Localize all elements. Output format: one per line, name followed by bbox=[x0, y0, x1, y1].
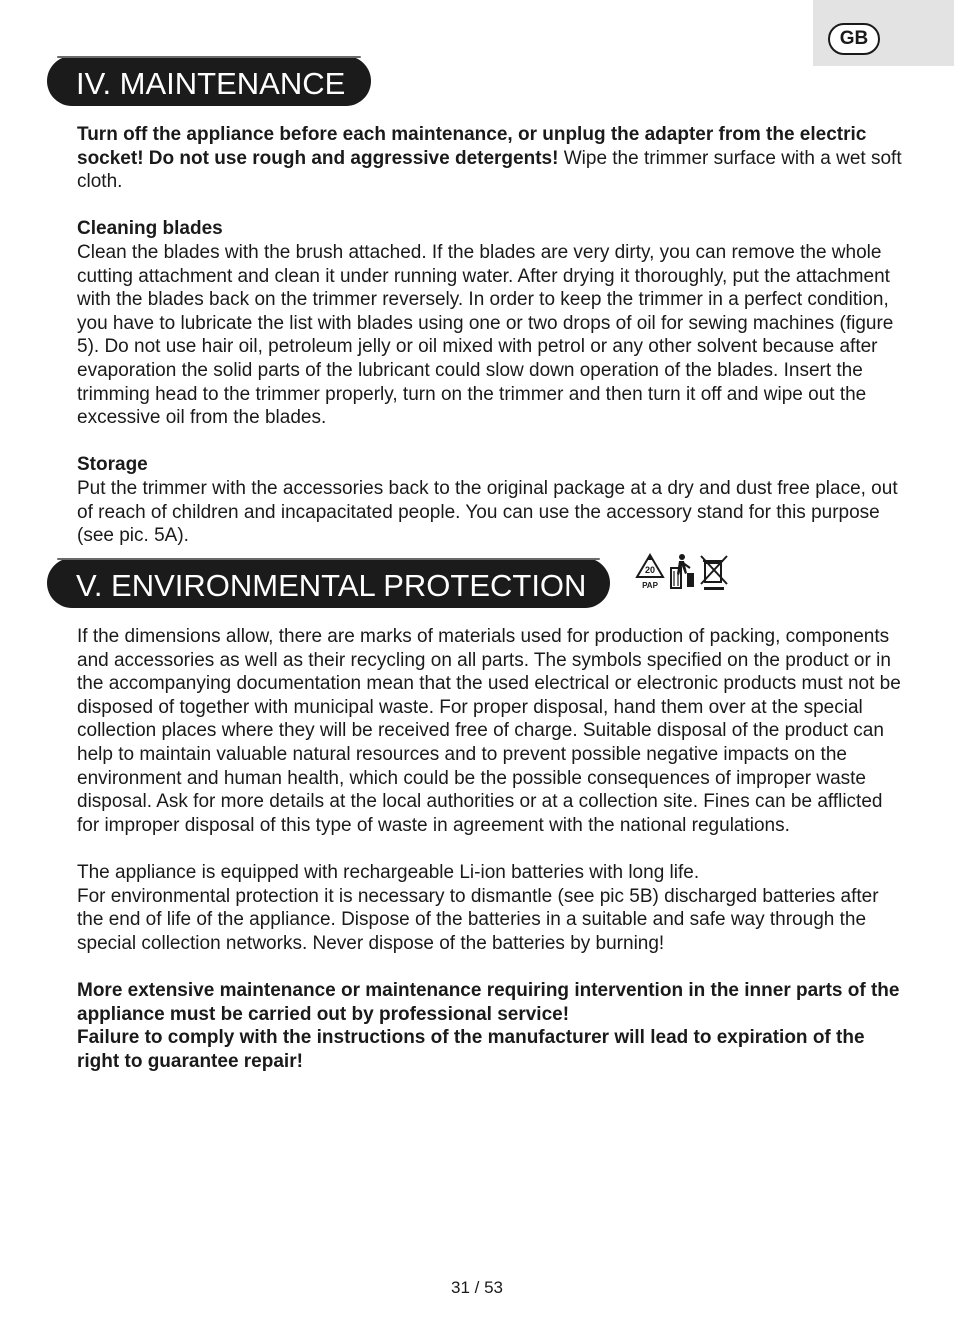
recycling-pap-icon bbox=[637, 555, 663, 590]
recycling-label: PAP bbox=[642, 581, 658, 590]
language-badge: GB bbox=[828, 23, 880, 55]
cleaning-blades-heading: Cleaning blades bbox=[77, 218, 223, 240]
maintenance-body bbox=[77, 123, 907, 548]
crossed-bin-icon bbox=[701, 556, 727, 590]
maintenance-intro-warning: Turn off the appliance before each maintenance, or unplug the adapter from the electric socket! Do not use rough and aggressive detergents! bbox=[77, 124, 867, 169]
environmental-icons bbox=[634, 553, 730, 593]
storage-heading: Storage bbox=[77, 454, 148, 476]
maintenance-intro-text: Wipe the trimmer surface with a wet soft cloth. bbox=[77, 147, 902, 193]
cleaning-blades-text: Clean the blades with the brush attached. If the blades are very dirty, you can remove the whole cutting attachment and clean it under running water. After drying it thoroughly, put the attachment with the blades back on the trimmer reversely. In order to keep the trimmer in a perfect condition, you have to lubricate the list with blades using one or two drops of oil for sewing machines (figure 5). Do not use hair oil, petroleum jelly or oil mixed with petrol or any other solvent because after evaporation the solid parts of the lubricant could slow down operation of the blades. Insert the trimming head to the trimmer properly, turn on the trimmer and then turn it off and wipe out the excessive oil from the blades. bbox=[77, 241, 894, 429]
battery-disposal-text: For environmental protection it is necessary to dismantle (see pic 5B) discharged batteries after the end of life of the appliance. Dispose of the batteries in a suitable and safe way through the special collection networks. Never dispose of the batteries by burning! bbox=[77, 885, 879, 954]
maintenance-intro bbox=[77, 123, 907, 194]
page-number: 31 / 53 bbox=[451, 1278, 503, 1297]
storage-text: Put the trimmer with the accessories back to the original package at a dry and dust free place, out of reach of children and incapacitated people. You can use the accessory stand for this purpose (see pic. 5A). bbox=[77, 477, 898, 547]
section-title-maintenance: IV. MAINTENANCE bbox=[76, 66, 346, 101]
tidyman-icon bbox=[671, 554, 694, 588]
section-title-environment: V. ENVIRONMENTAL PROTECTION bbox=[76, 568, 587, 603]
guarantee-warning: Failure to comply with the instructions of the manufacturer will lead to expiration of the right to guarantee repair! bbox=[77, 1027, 865, 1072]
section-header-environment bbox=[47, 558, 610, 608]
environment-paragraph-1: If the dimensions allow, there are marks of materials used for production of packing, components and accessories as well as their recycling on all parts. The symbols specified on the product or in the accompanying documentation mean that the used electrical or electronic products must not be disposed of together with municipal waste. For proper disposal, hand them over at the special collection places where they will be received free of charge. Suitable disposal of the product can help to maintain valuable natural resources and to prevent possible negative impacts on the environment and human health, which could be the possible consequences of improper waste disposal. Ask for more details at the local authorities or at a collection site. Fines can be afflicted for improper disposal of this type of waste in agreement with the national regulations. bbox=[77, 626, 901, 836]
section-header-maintenance bbox=[47, 56, 371, 106]
service-warning: More extensive maintenance or maintenance requiring intervention in the inner parts of the appliance must be carried out by professional service! bbox=[77, 979, 900, 1025]
environment-body bbox=[77, 625, 907, 1073]
recycling-code: 20 bbox=[644, 565, 656, 575]
battery-info-line: The appliance is equipped with rechargeable Li-ion batteries with long life. bbox=[77, 861, 700, 883]
language-tab bbox=[813, 0, 954, 66]
